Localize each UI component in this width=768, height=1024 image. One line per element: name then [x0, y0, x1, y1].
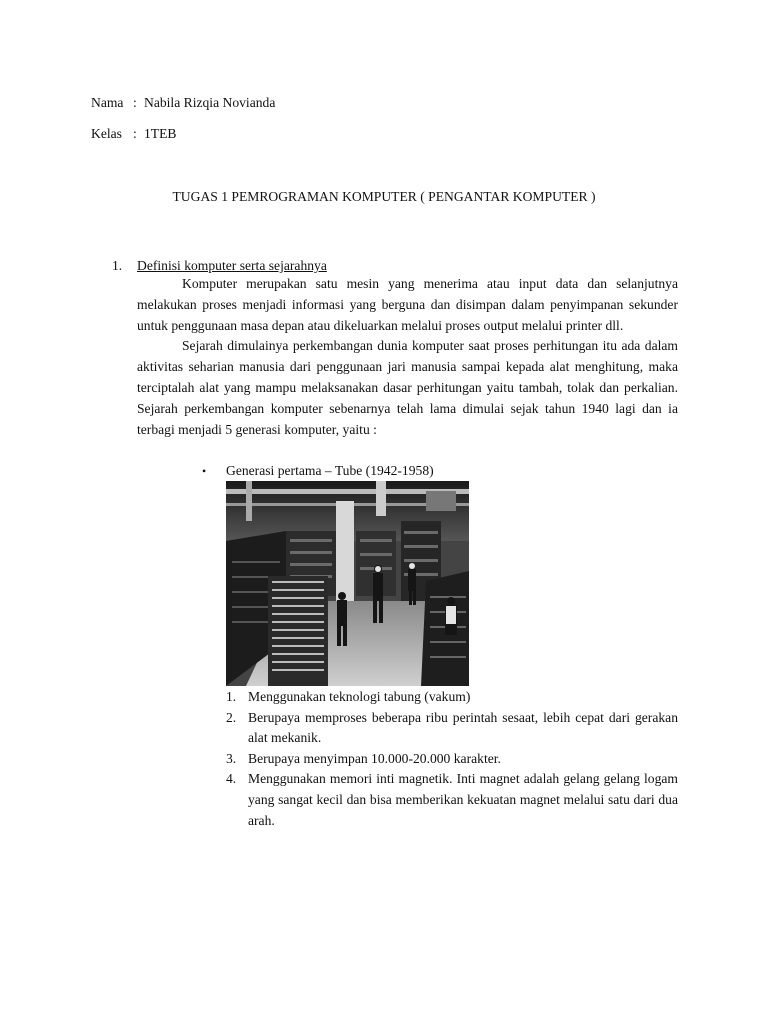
list-item-text: Berupaya memproses beberapa ribu perintah sesaat, lebih cepat dari gerakan alat mekanik.: [248, 709, 678, 746]
list-item-number: 2.: [226, 709, 237, 725]
paragraph-history: Sejarah dimulainya perkembangan dunia komputer saat proses perhitungan itu ada dalam aktivitas seharian manusia dari penggunaan jari manusia sampai kepada alat menghitung, maka terciptalah alat yang mampu melaksanakan dasar perhitungan yaitu tambah, tolak dan perkalian. Sejarah perkembangan komputer sebenarnya telah lama dimulai sejak tahun 1940 lagi dan ia terbagi menjadi 5 generasi komputer, yaitu :: [137, 338, 678, 437]
section-heading: Definisi komputer serta sejarahnya: [137, 258, 327, 273]
section-number: 1.: [112, 258, 123, 273]
list-item: [226, 708, 678, 749]
list-item-number: 3.: [226, 750, 237, 766]
list-item-text: Berupaya menyimpan 10.000-20.000 karakter.: [248, 750, 501, 766]
class-label: Kelas: [91, 126, 122, 141]
list-item-text: Menggunakan memori inti magnetik. Inti magnet adalah gelang gelang logam yang sangat kecil dan bisa memberikan kekuatan magnet melalui satu dari dua arah.: [248, 771, 678, 828]
class-value: 1TEB: [144, 126, 177, 141]
list-item-number: 4.: [226, 771, 237, 787]
document-title: TUGAS 1 PEMROGRAMAN KOMPUTER ( PENGANTAR KOMPUTER ): [172, 189, 596, 204]
eniac-photo: [226, 481, 469, 686]
list-item: [226, 769, 678, 831]
section-body: [137, 274, 678, 440]
list-item-text: Menggunakan teknologi tabung (vakum): [248, 689, 471, 704]
name-value: Nabila Rizqia Novianda: [144, 95, 276, 110]
class-separator: :: [133, 126, 137, 141]
generation-features-list: [226, 687, 678, 831]
bullet-text: Generasi pertama – Tube (1942-1958): [226, 463, 434, 478]
name-separator: :: [133, 95, 137, 110]
list-item: [226, 687, 678, 708]
name-label: Nama: [91, 95, 124, 110]
list-item-number: 1.: [226, 689, 237, 704]
list-item: [226, 749, 678, 770]
paragraph-definition: Komputer merupakan satu mesin yang menerima atau input data dan selanjutnya melakukan proses menjadi informasi yang berguna dan disimpan dalam penyimpanan sekunder untuk penggunaan masa depan atau dikeluarkan melalui proses output melalui printer dll.: [137, 276, 678, 333]
bullet-symbol: •: [202, 464, 207, 478]
